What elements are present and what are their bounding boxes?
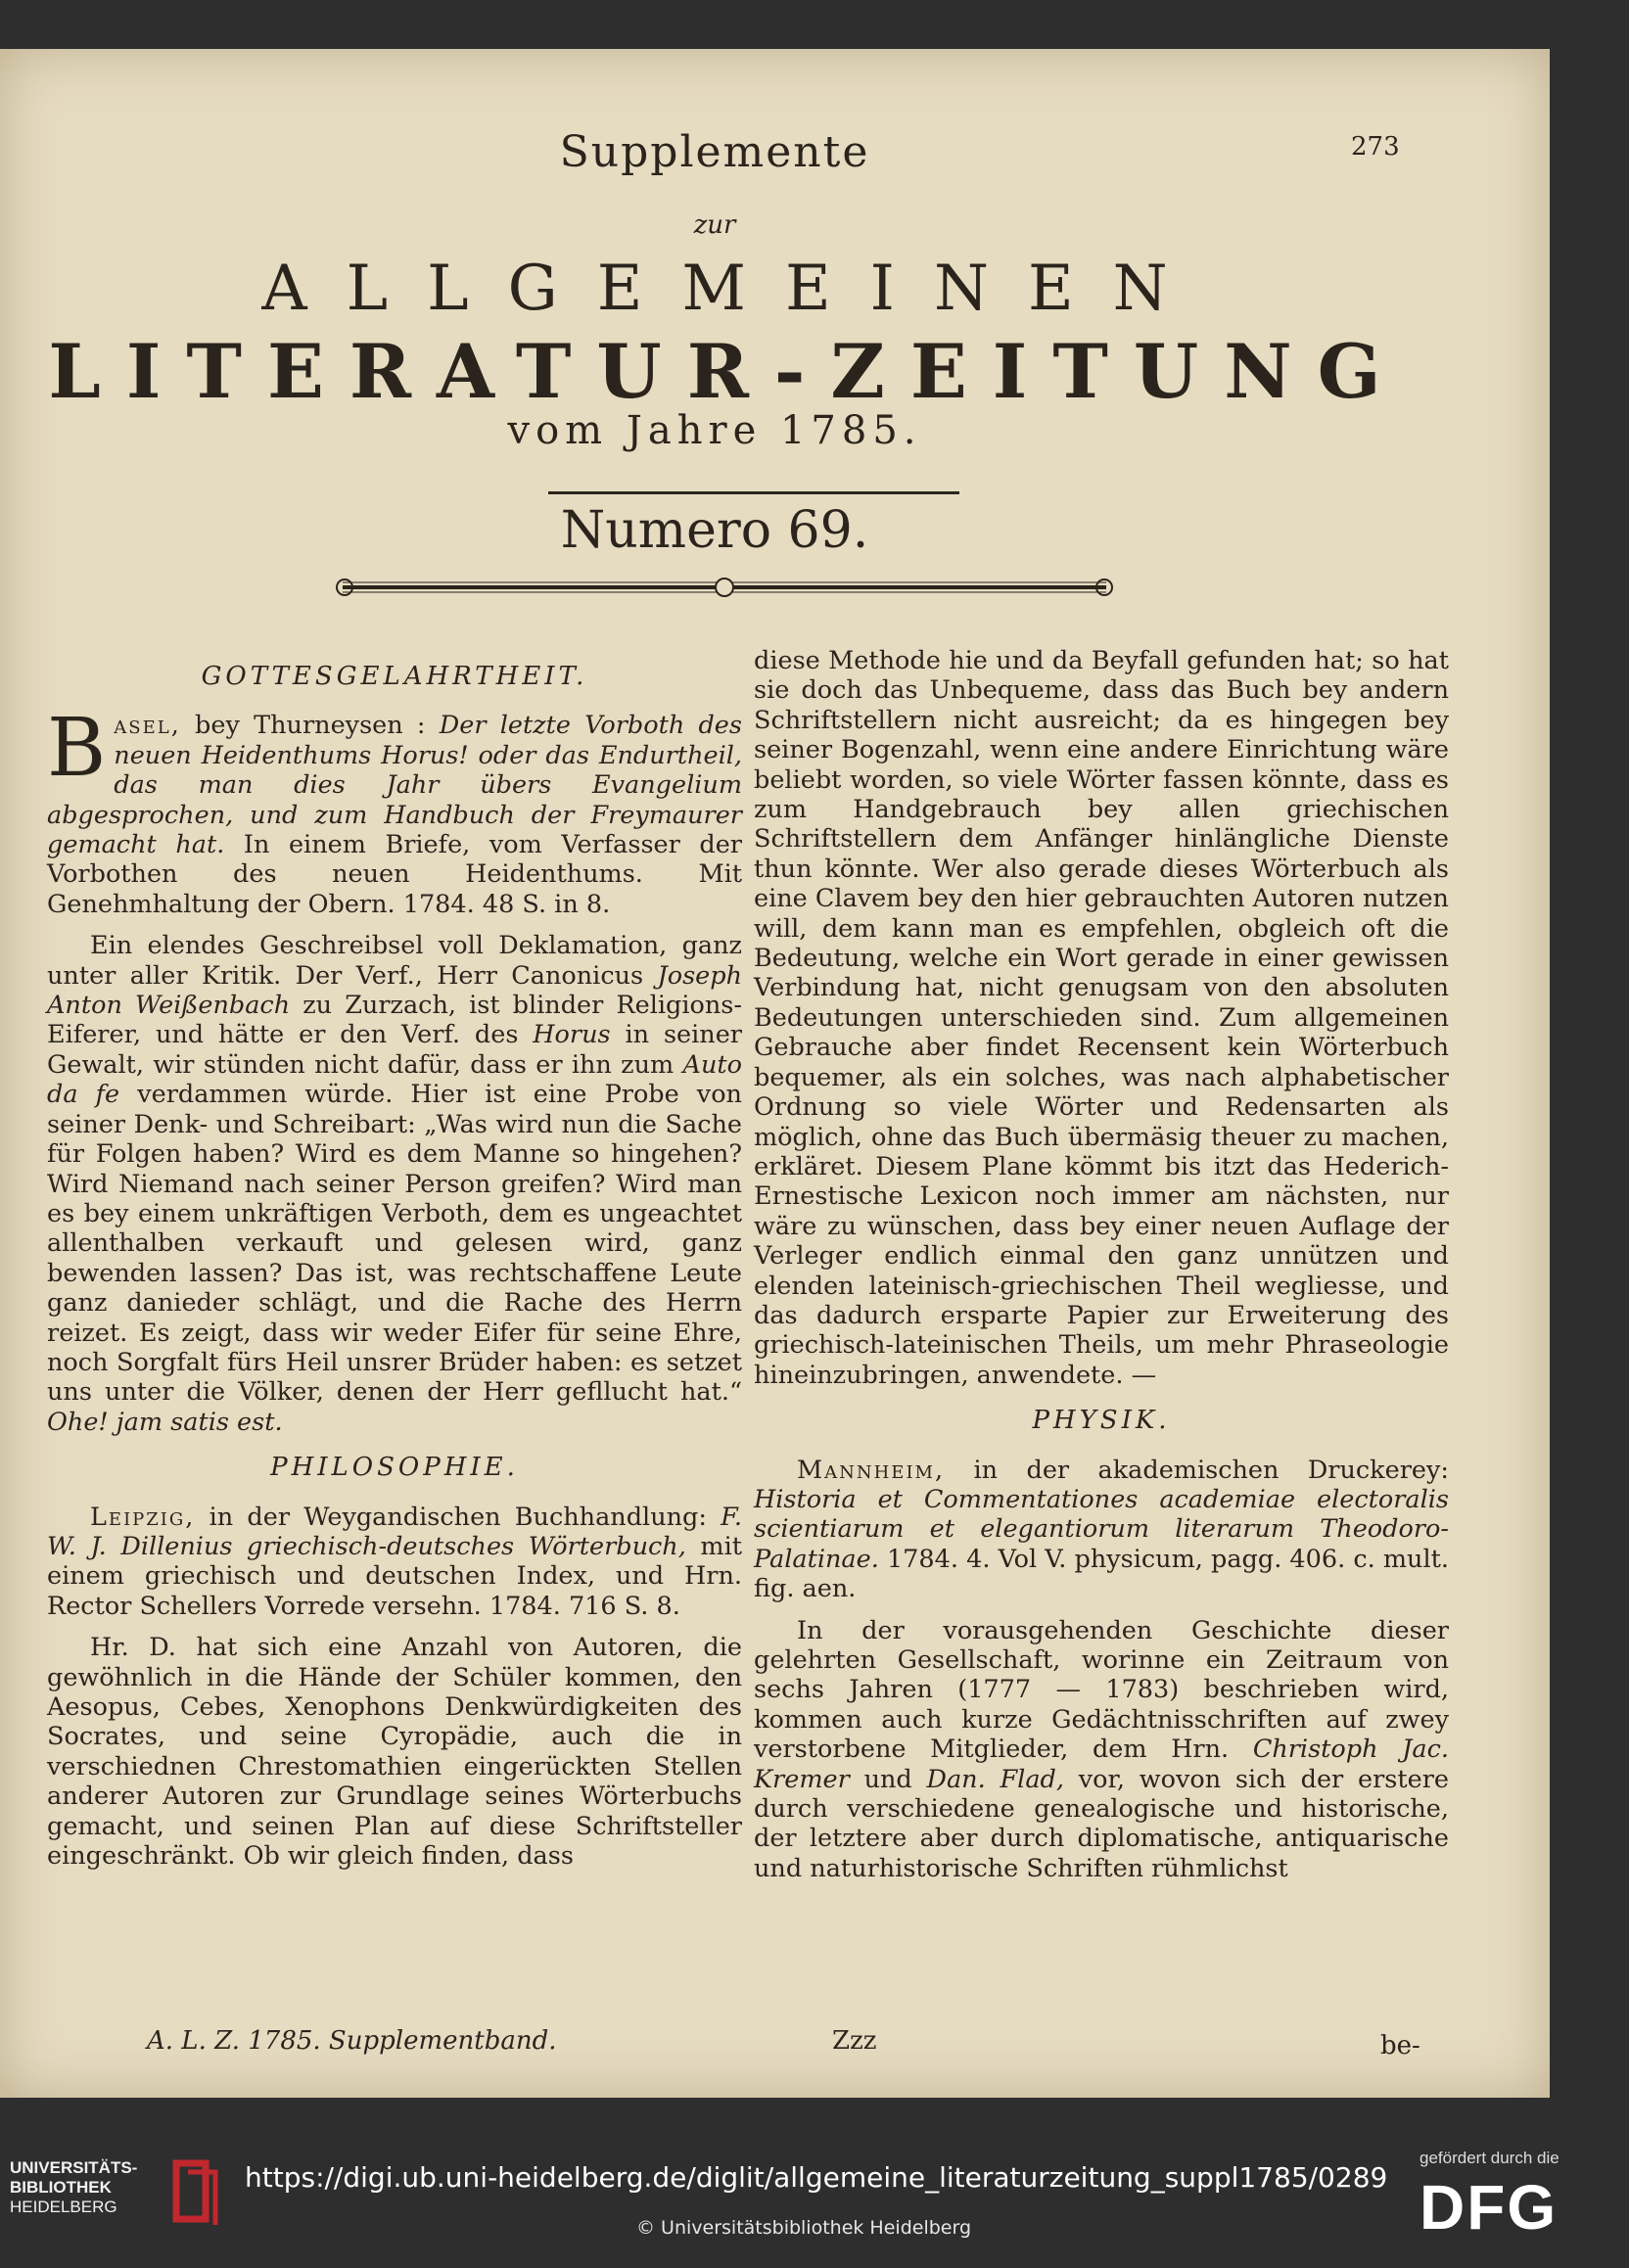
dfg-logo: DFG [1420,2172,1559,2243]
library-logo-text: UNIVERSITÄTS- BIBLIOTHEK HEIDELBERG [10,2158,138,2216]
signature-line: A. L. Z. 1785. Supplementband. [147,2026,557,2056]
page-number: 273 [1351,132,1400,162]
header-literatur-zeitung: LITERATUR-ZEITUNG [48,328,1407,415]
review-leipzig-text: Hr. D. hat sich eine Anzahl von Autoren, die gewöhnlich in die Hände der Schüler kommen, den Aesopus, Cebes, Xenophons Denkwürdigkeiten des Socrates, und seine Cyropädie, auch die in verschiednen Chrestomathien eingerückten Stellen anderer Autoren zur Grundlage seines Wörterbuchs gemacht, und seinen Plan auf diese Schriftsteller eingeschränkt. Ob wir gleich finden, dass [47,1633,742,1872]
header-supplement: Supplemente [559,127,870,177]
issue-number: Numero 69. [560,501,869,560]
ornament-divider [333,573,1116,602]
catchword: be- [1380,2031,1420,2060]
right-column [754,646,1449,1895]
section-heading-philosophy: PHILOSOPHIE. [270,1453,519,1483]
scanned-page [0,49,1550,2098]
header-rule [548,491,959,494]
funding-note: gefördert durch die [1420,2149,1559,2167]
header-zur: zur [693,210,736,240]
section-heading-physics: PHYSIK. [1032,1406,1171,1436]
review-mannheim-text: In der vorausgehenden Geschichte dieser gelehrten Gesellschaft, worinne ein Zeitraum von sechs Jahren (1777 — 1783) beschrieben wird, kommen auch kurze Gedächtnisschriften auf zwey verstorbene Mitglieder, dem Hrn. Christoph Jac. Kremer und Dan. Flad, vor, wovon sich der erstere durch verschiedene genealogische und historische, der letztere aber durch diplomatische, antiquarische und naturhistorische Schriften rühmlichst [754,1615,1449,1883]
drop-cap: B [47,702,107,796]
review-leipzig-continued: diese Methode hie und da Beyfall gefunden hat; so hat sie doch das Unbequeme, dass das Buch bey andern Schriftstellern nicht ausreicht; da es hingegen bey seiner Bogenzahl, wenn eine andere Einrichtung wäre beliebt worden, so viele Wörter fassen könnte, dass es zum Handgebrauch bey allen griechischen Schriftstellern dem Anfänger hinlängliche Dienste thun könnte. Wer also gerade dieses Wörterbuch als eine Clavem bey den hier gebrauchten Autoren nutzen will, dem kann man es empfehlen, obgleich oft die Bedeutung, welche ein Wort gerade in einer gewissen Verbindung hat, nicht genugsam von den absoluten Bedeutungen unterschieden sind. Zum allgemeinen Gebrauche aber findet Recensent kein Wörterbuch bequemer, als ein solches, was nach alphabetischer Ordnung so viele Wörter und Redensarten als möglich, ohne das Buch übermäsig theuer zu machen, erkläret. Diesem Plane kömmt bis itzt das Hederich-Ernestische Lexicon noch immer am nächsten, nur wäre zu wünschen, dass bey einer neuen Auflage der Verleger endlich einmal den ganz unnützen und elenden lateinisch-griechischen Theil wegliesse, und das dadurch ersparte Papier zur Erweiterung des griechisch-lateinischen Theils, um mehr Phraseologie hineinzubringen, anwendete. — [754,646,1449,1390]
review-mannheim: Mannheim, in der akademischen Druckerey: Historia et Commentationes academiae electoralis scientiarum et elegantiorum literarum Theodoro-Palatinae. 1784. 4. Vol V. physicum, pagg. 406. c. mult. fig. aen. [754,1455,1449,1604]
library-logo-icon [166,2158,221,2227]
review-basel: Basel, bey Thurneysen : Der letzte Vorboth des neuen Heidenthums Horus! oder das Endurtheil, das man dies Jahr übers Evangelium abgesprochen, und zum Handbuch der Freymaurer gemacht hat. In einem Briefe, vom Verfasser der Vorbothen des neuen Heidenthums. Mit Genehmhaltung der Obern. 1784. 48 S. in 8. [47,702,742,919]
copyright-notice: © Universitätsbibliothek Heidelberg [636,2217,972,2239]
source-url-link[interactable]: https://digi.ub.uni-heidelberg.de/diglit/allgemeine_literaturzeitung_suppl1785/0289 [245,2161,1388,2194]
section-heading-theology: GOTTESGELAHRTHEIT. [201,662,588,691]
review-basel-text: Ein elendes Geschreibsel voll Deklamation, ganz unter aller Kritik. Der Verf., Herr Canonicus Joseph Anton Weißenbach zu Zurzach, ist blinder Religions-Eiferer, und hätte er den Verf. des Horus in seiner Gewalt, wir stünden nicht dafür, dass er ihn zum Auto da fe verdammen würde. Hier ist eine Probe von seiner Denk- und Schreibart: „Was wird nun die Sache für Folgen haben? Wird es dem Manne so hingehen? Wird Niemand nach seiner Person greifen? Wird man es bey einem unkräftigen Verboth, dem es ungeachtet allenthalben verkauft und gelesen wird, ganz bewenden lassen? Das ist, was rechtschaffene Leute ganz danieder schlägt, und die Rache des Herrn reizet. Es zeigt, dass wir weder Eifer für seine Ehre, noch Sorgfalt fürs Heil unsrer Brüder haben: es setzet uns unter die Völker, denen der Herr gefllucht hat.“ Ohe! jam satis est. [47,931,742,1437]
header-year: vom Jahre 1785. [507,408,922,453]
header-allgemeinen: ALLGEMEINEN [261,253,1207,325]
left-column [47,646,742,1882]
sheet-mark: Zzz [832,2026,877,2056]
review-leipzig: Leipzig, in der Weygandischen Buchhandlung: F. W. J. Dillenius griechisch-deutsches Wörterbuch, mit einem griechisch und deutschen Index, und Hrn. Rector Schellers Vorrede versehn. 1784. 716 S. 8. [47,1502,742,1621]
